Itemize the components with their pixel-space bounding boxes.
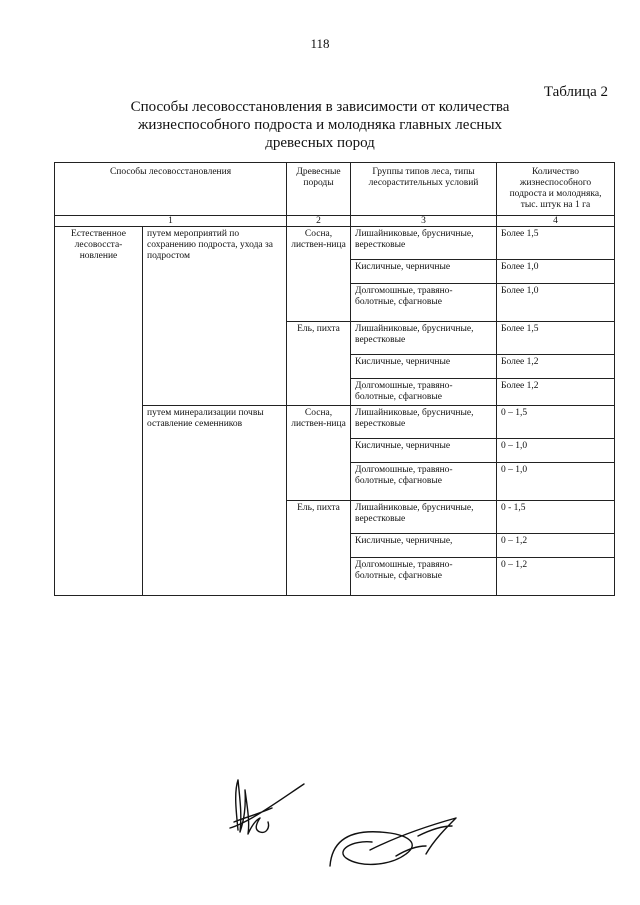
- signature-1: [230, 780, 304, 834]
- species-cell: Сосна, листвен-ница: [287, 406, 351, 501]
- quantity-cell: Более 1,0: [497, 284, 615, 322]
- column-header-species: Древесные породы: [287, 163, 351, 216]
- column-number: 2: [287, 216, 351, 227]
- forest-group-cell: Долгомошные, травяно-болотные, сфагновые: [351, 379, 497, 406]
- quantity-cell: 0 – 1,0: [497, 463, 615, 501]
- quantity-cell: Более 1,2: [497, 355, 615, 379]
- quantity-cell: Более 1,5: [497, 227, 615, 260]
- forest-group-cell: Долгомошные, травяно-болотные, сфагновые: [351, 558, 497, 596]
- column-number-row: [55, 216, 615, 227]
- handwritten-signatures: [220, 770, 500, 870]
- forest-restoration-table: [54, 162, 615, 596]
- forest-group-cell: Кисличные, черничные,: [351, 534, 497, 558]
- table-header-row: [55, 163, 615, 216]
- forest-group-cell: Долгомошные, травяно-болотные, сфагновые: [351, 284, 497, 322]
- column-header-quantity: Количество жизнеспособного подроста и молодняка, тыс. штук на 1 га: [497, 163, 615, 216]
- quantity-cell: Более 1,0: [497, 260, 615, 284]
- quantity-cell: 0 – 1,2: [497, 534, 615, 558]
- quantity-cell: Более 1,5: [497, 322, 615, 355]
- forest-group-cell: Долгомошные, травяно-болотные, сфагновые: [351, 463, 497, 501]
- species-cell: Ель, пихта: [287, 501, 351, 596]
- signature-2: [330, 818, 456, 866]
- table-title: Способы лесовосстановления в зависимости от количества жизнеспособного подроста и молодняка главных лесных древесных пород: [130, 99, 510, 151]
- forest-group-cell: Лишайниковые, брусничные, верестковые: [351, 501, 497, 534]
- forest-group-cell: Кисличные, черничные: [351, 355, 497, 379]
- quantity-cell: 0 – 1,5: [497, 406, 615, 439]
- column-number: 3: [351, 216, 497, 227]
- column-number: 4: [497, 216, 615, 227]
- column-header-methods: Способы лесовосстановления: [55, 163, 287, 216]
- method-cell: Естественное лесовосста-новление: [55, 227, 143, 596]
- species-cell: Ель, пихта: [287, 322, 351, 406]
- table-row: [55, 227, 615, 260]
- forest-group-cell: Лишайниковые, брусничные, верестковые: [351, 322, 497, 355]
- forest-group-cell: Кисличные, черничные: [351, 439, 497, 463]
- table-label: Таблица 2: [543, 84, 608, 100]
- submethod-cell: путем мероприятий по сохранению подроста, ухода за подростом: [143, 227, 287, 406]
- forest-group-cell: Лишайниковые, брусничные, верестковые: [351, 406, 497, 439]
- page-number: 118: [310, 36, 330, 51]
- column-number: 1: [55, 216, 287, 227]
- quantity-cell: 0 – 1,2: [497, 558, 615, 596]
- column-header-forest-groups: Группы типов леса, типы лесорастительных условий: [351, 163, 497, 216]
- quantity-cell: 0 – 1,0: [497, 439, 615, 463]
- quantity-cell: 0 - 1,5: [497, 501, 615, 534]
- forest-group-cell: Лишайниковые, брусничные, верестковые: [351, 227, 497, 260]
- submethod-cell: путем минерализации почвы оставление семенников: [143, 406, 287, 596]
- forest-group-cell: Кисличные, черничные: [351, 260, 497, 284]
- species-cell: Сосна, листвен-ница: [287, 227, 351, 322]
- quantity-cell: Более 1,2: [497, 379, 615, 406]
